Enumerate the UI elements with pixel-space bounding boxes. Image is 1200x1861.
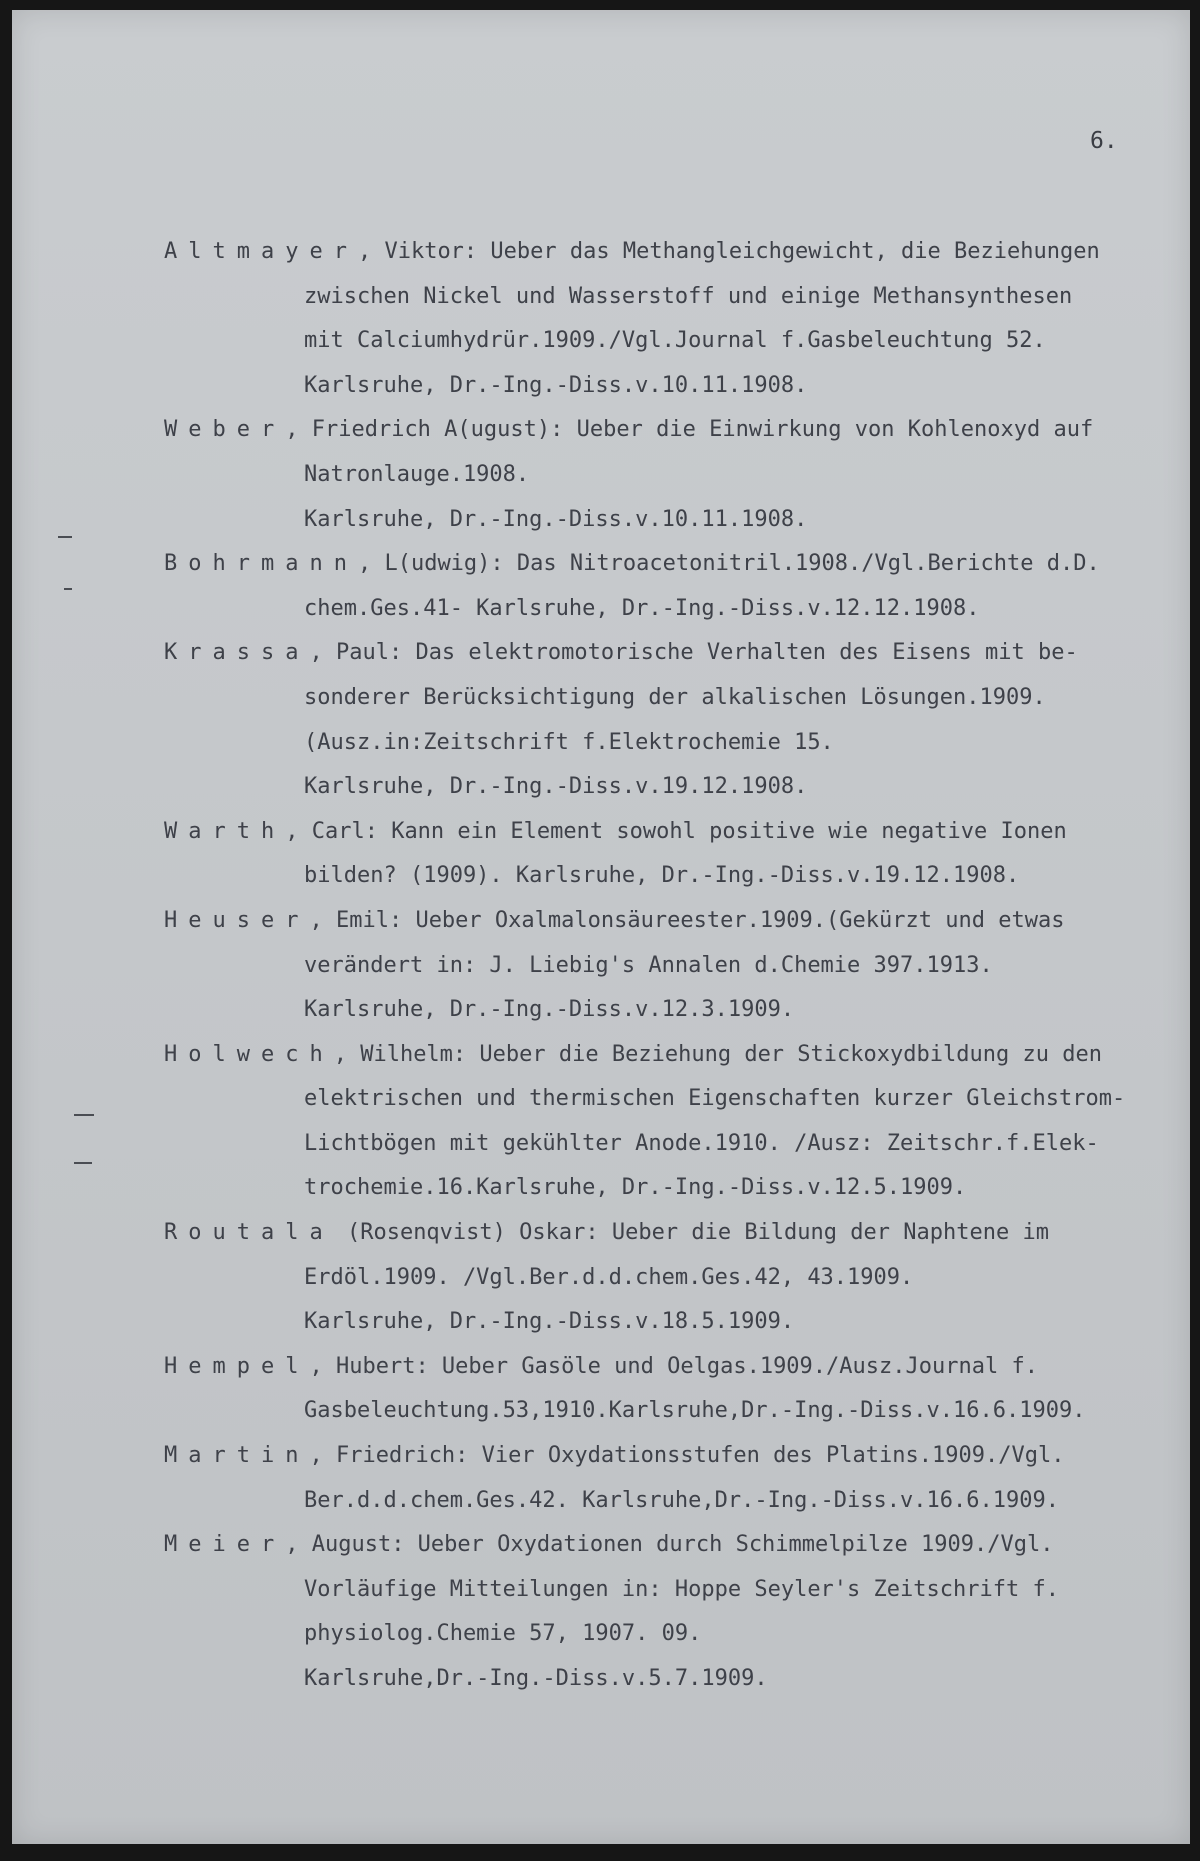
author-surname: Heuser	[164, 907, 310, 933]
entry-first-line	[164, 1345, 1174, 1390]
page-number: 6.	[1090, 128, 1118, 154]
bibliography-entry	[164, 1033, 1174, 1211]
entry-continuation-line: Ber.d.d.chem.Ges.42. Karlsruhe,Dr.-Ing.-Diss.v.16.6.1909.	[304, 1487, 1059, 1513]
entry-text: , Wilhelm: Ueber die Beziehung der Stickoxydbildung zu den	[333, 1041, 1102, 1067]
entry-continuation-line: Erdöl.1909. /Vgl.Ber.d.d.chem.Ges.42, 43.1909.	[304, 1264, 914, 1290]
author-surname: Weber	[164, 417, 286, 443]
entry-text: , Viktor: Ueber das Methangleichgewicht, die Beziehungen	[357, 239, 1100, 264]
entry-first-line	[164, 810, 1174, 855]
entry-text: , Friedrich: Vier Oxydationsstufen des Platins.1909./Vgl.	[309, 1443, 1065, 1469]
entry-continuation-line: Karlsruhe, Dr.-Ing.-Diss.v.10.11.1908.	[304, 506, 808, 532]
entry-continuation-line: verändert in: J. Liebig's Annalen d.Chemie 397.1913.	[304, 952, 993, 978]
entry-continuation-line: physiolog.Chemie 57, 1907. 09.	[304, 1621, 702, 1647]
bibliography-entry	[164, 899, 1174, 1033]
entry-first-line	[164, 408, 1174, 453]
author-surname: Routala	[164, 1220, 334, 1246]
author-surname: Bohrmann	[164, 551, 358, 577]
author-surname: Holwech	[164, 1041, 334, 1067]
entry-continuation-line: Gasbeleuchtung.53,1910.Karlsruhe,Dr.-Ing.-Diss.v.16.6.1909.	[304, 1398, 1086, 1424]
entry-continuation-line: sonderer Berücksichtigung der alkalischen Lösungen.1909.	[304, 684, 1046, 710]
entry-first-line	[164, 899, 1174, 944]
bibliography-entry	[164, 408, 1174, 542]
bibliography-entry	[164, 1434, 1174, 1523]
margin-mark	[64, 588, 72, 590]
entry-continuation-line: Karlsruhe,Dr.-Ing.-Diss.v.5.7.1909.	[304, 1666, 768, 1691]
entry-first-line	[164, 1033, 1174, 1078]
bibliography-entry	[164, 1345, 1174, 1434]
entry-continuation-line: bilden? (1909). Karlsruhe, Dr.-Ing.-Diss.v.19.12.1908.	[304, 863, 1020, 889]
entry-continuation-line: Natronlauge.1908.	[304, 461, 530, 487]
entry-continuation-line: Lichtbögen mit gekühlter Anode.1910. /Ausz: Zeitschr.f.Elek-	[304, 1130, 1099, 1156]
bibliography-entry	[164, 631, 1174, 809]
entry-first-line	[164, 1523, 1174, 1568]
entry-text: , Emil: Ueber Oxalmalonsäureester.1909.(Gekürzt und etwas	[309, 907, 1065, 933]
entry-continuation-line: chem.Ges.41- Karlsruhe, Dr.-Ing.-Diss.v.12.12.1908.	[304, 595, 980, 621]
bibliography-list	[164, 230, 1174, 1702]
entry-first-line	[164, 1211, 1174, 1256]
entry-text: , Hubert: Ueber Gasöle und Oelgas.1909./Ausz.Journal f.	[309, 1353, 1038, 1379]
entry-continuation-line: mit Calciumhydrür.1909./Vgl.Journal f.Gasbeleuchtung 52.	[304, 328, 1046, 354]
entry-continuation-line: Karlsruhe, Dr.-Ing.-Diss.v.10.11.1908.	[304, 372, 808, 398]
entry-text: (Rosenqvist) Oskar: Ueber die Bildung der Naphtene im	[333, 1220, 1049, 1246]
bibliography-entry	[164, 542, 1174, 631]
author-surname: Martin	[164, 1443, 310, 1469]
entry-continuation-line: Karlsruhe, Dr.-Ing.-Diss.v.18.5.1909.	[304, 1309, 795, 1335]
entry-first-line	[164, 631, 1174, 676]
margin-mark	[58, 536, 72, 538]
entry-continuation-line: Karlsruhe, Dr.-Ing.-Diss.v.12.3.1909.	[304, 997, 795, 1023]
bibliography-entry	[164, 1523, 1174, 1701]
entry-continuation-line: trochemie.16.Karlsruhe, Dr.-Ing.-Diss.v.12.5.1909.	[304, 1175, 967, 1201]
margin-mark	[74, 1162, 92, 1164]
entry-continuation-line: (Ausz.in:Zeitschrift f.Elektrochemie 15.	[304, 729, 834, 755]
entry-continuation-line: elektrischen und thermischen Eigenschaften kurzer Gleichstrom-	[304, 1086, 1126, 1112]
author-surname: Krassa	[164, 640, 310, 666]
entry-text: , August: Ueber Oxydationen durch Schimmelpilze 1909./Vgl.	[285, 1532, 1054, 1558]
author-surname: Warth	[164, 818, 286, 844]
entry-continuation-line: zwischen Nickel und Wasserstoff und einige Methansynthesen	[304, 283, 1073, 309]
bibliography-entry	[164, 810, 1174, 899]
bibliography-entry	[164, 1211, 1174, 1345]
entry-text: , Carl: Kann ein Element sowohl positive wie negative Ionen	[285, 818, 1067, 844]
entry-text: , Paul: Das elektromotorische Verhalten des Eisens mit be-	[309, 640, 1078, 666]
entry-first-line	[164, 542, 1174, 587]
entry-continuation-line: Vorläufige Mitteilungen in: Hoppe Seyler's Zeitschrift f.	[304, 1576, 1059, 1602]
entry-continuation-line: Karlsruhe, Dr.-Ing.-Diss.v.19.12.1908.	[304, 774, 808, 800]
entry-first-line	[164, 230, 1174, 275]
author-surname: Altmayer	[164, 239, 358, 264]
document-page	[12, 10, 1190, 1844]
author-surname: Meier	[164, 1532, 286, 1558]
bibliography-entry	[164, 230, 1174, 408]
entry-text: , Friedrich A(ugust): Ueber die Einwirkung von Kohlenoxyd auf	[285, 417, 1094, 443]
entry-first-line	[164, 1434, 1174, 1479]
author-surname: Hempel	[164, 1353, 310, 1379]
entry-text: , L(udwig): Das Nitroacetonitril.1908./Vgl.Berichte d.D.	[357, 551, 1100, 577]
margin-mark	[74, 1114, 94, 1116]
